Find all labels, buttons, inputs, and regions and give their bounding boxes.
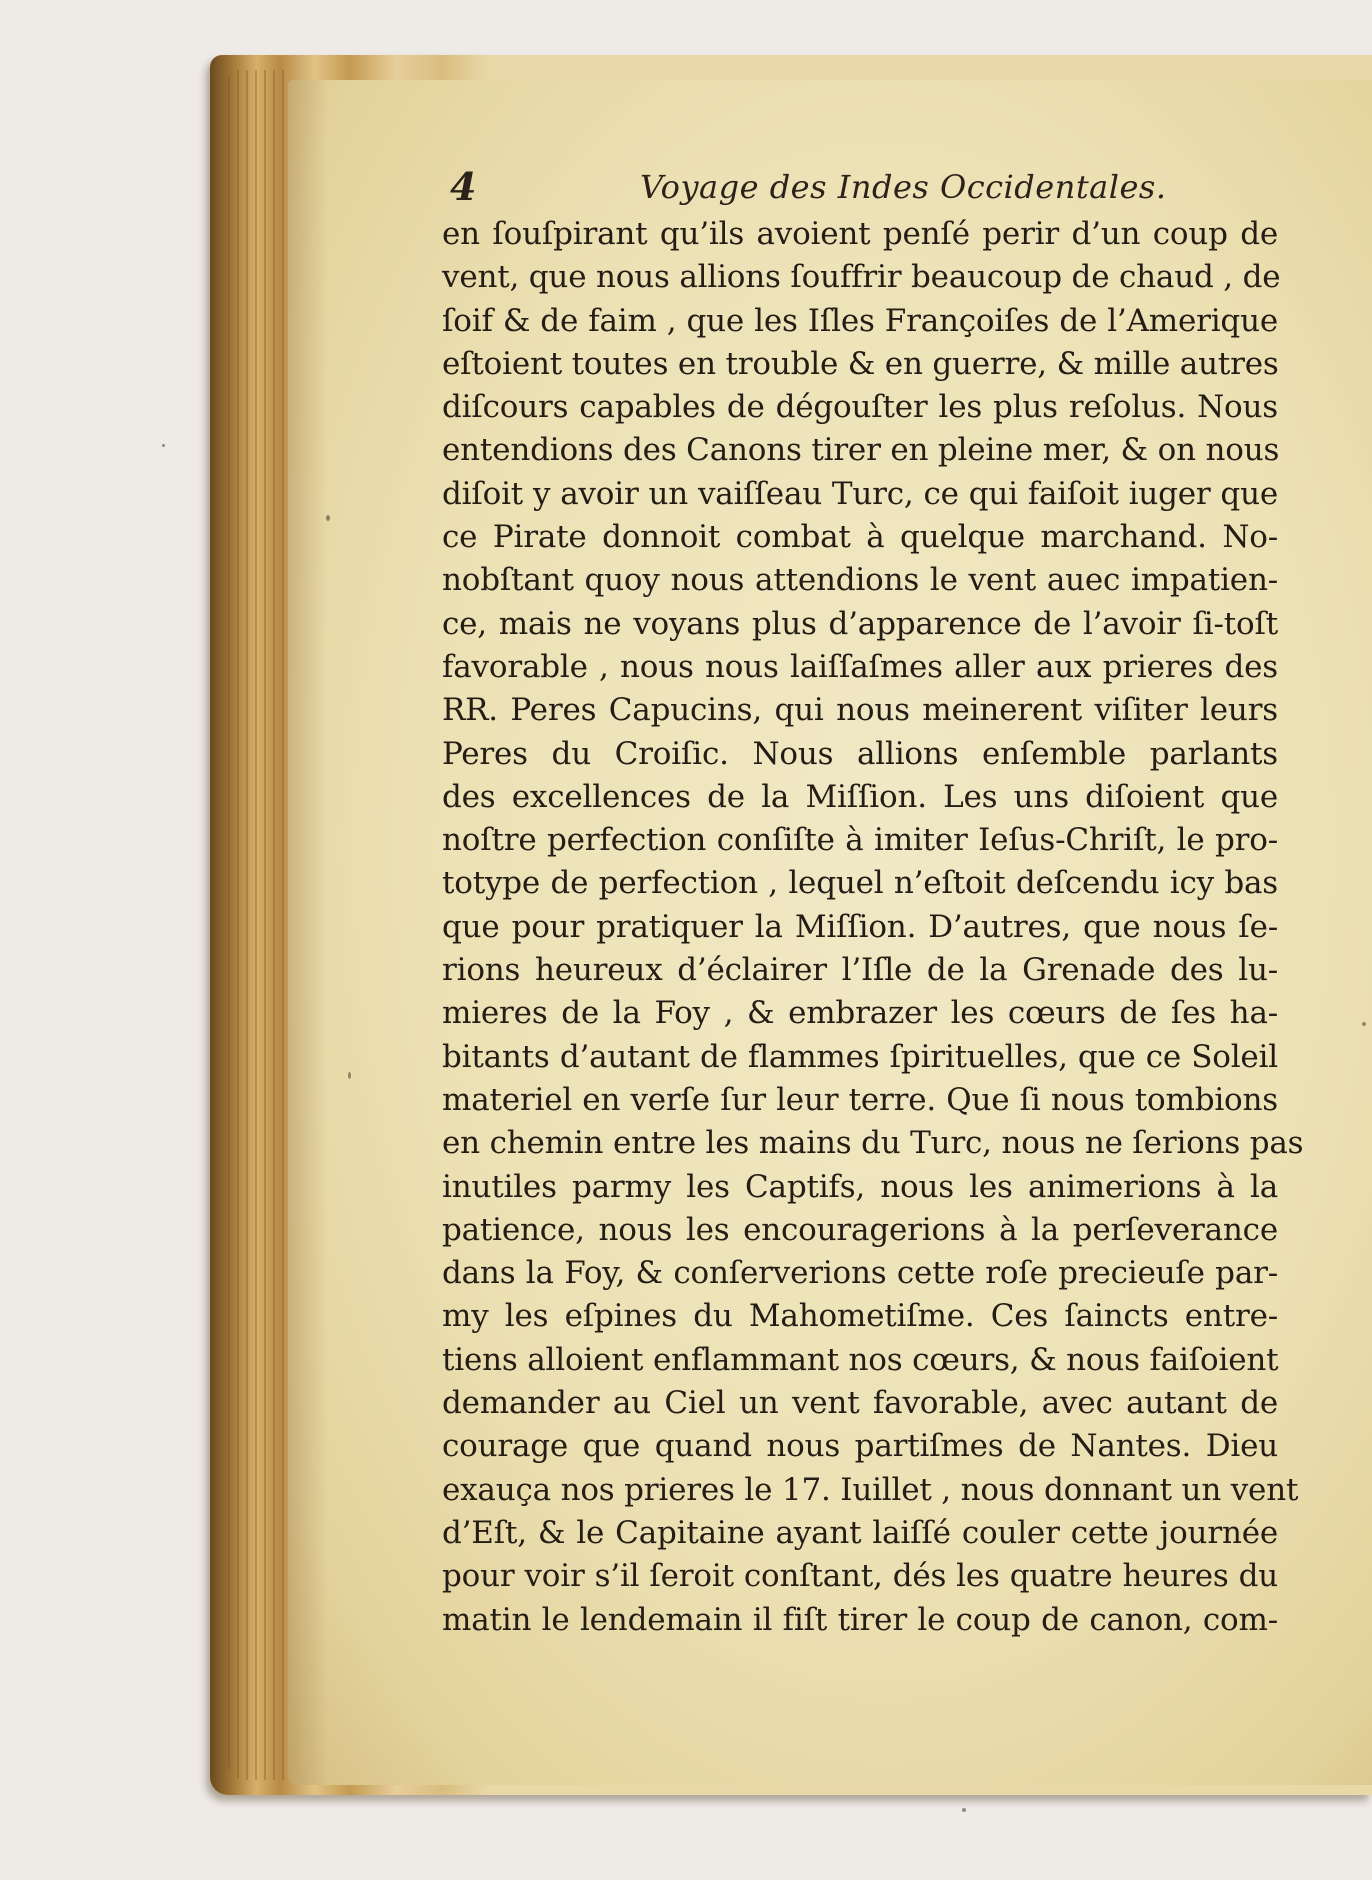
text-line: que pour pratiquer la Miſſion. D’autres, que nous ſe- [442, 908, 1278, 945]
text-line: my les eſpines du Mahometiſme. Ces ſaincts entre- [442, 1298, 1278, 1335]
ink-speck [326, 515, 330, 521]
text-line: pour voir s’il ſeroit conſtant, dés les quatre heures du [442, 1558, 1278, 1595]
text-line: exauça nos prieres le 17. Iuillet , nous donnant un vent [442, 1471, 1299, 1508]
text-line: bitants d’autant de flammes ſpirituelles, que ce Soleil [442, 1038, 1278, 1075]
ink-speck [962, 1808, 966, 1812]
text-line: dans la Foy, & conſerverions cette roſe precieuſe par- [442, 1255, 1278, 1292]
text-line: vent, que nous allions ſouffrir beaucoup de chaud , de [442, 259, 1281, 296]
text-line: demander au Ciel un vent favorable, avec autant de [442, 1385, 1278, 1422]
text-line: entendions des Canons tirer en pleine mer, & on nous [442, 432, 1280, 469]
text-line: des excellences de la Miſſion. Les uns diſoient que [442, 778, 1278, 815]
text-line: inutiles parmy les Captifs, nous les animerions à la [442, 1168, 1278, 1205]
text-line: nobſtant quoy nous attendions le vent auec impatien- [442, 562, 1278, 599]
text-line: en chemin entre les mains du Turc, nous ne ſerions pas [442, 1125, 1304, 1162]
text-line: mieres de la Foy , & embrazer les cœurs de ſes ha- [442, 995, 1278, 1032]
text-line: d’Eſt, & le Capitaine ayant laiſſé couler cette journée [442, 1514, 1278, 1551]
text-line: tiens alloient enflammant nos cœurs, & nous faiſoient [442, 1341, 1279, 1378]
text-line: matin le lendemain il fiſt tirer le coup de canon, com- [442, 1601, 1278, 1638]
body-text [442, 213, 1304, 1642]
page-number: 4 [450, 164, 477, 209]
text-line: eſtoient toutes en trouble & en guerre, & mille autres [442, 345, 1279, 382]
text-line: materiel en verſe ſur leur terre. Que ſi nous tombions [442, 1081, 1278, 1118]
text-line: ce, mais ne voyans plus d’apparence de l’avoir ſi-toſt [442, 605, 1278, 642]
text-line: courage que quand nous partiſmes de Nantes. Dieu [442, 1428, 1278, 1465]
page-edges [228, 70, 288, 1780]
text-line: en ſouſpirant qu’ils avoient penſé perir d’un coup de [442, 216, 1278, 252]
text-line: diſcours capables de dégouſter les plus reſolus. Nous [442, 389, 1278, 426]
text-line: diſoit y avoir un vaiſſeau Turc, ce qui faiſoit iuger que [442, 475, 1278, 512]
text-line: totype de perfection , lequel n’eſtoit deſcendu icy bas [442, 865, 1278, 902]
text-line: Peres du Croiſic. Nous allions enſemble parlants [442, 735, 1278, 772]
text-line: patience, nous les encouragerions à la perſeverance [442, 1211, 1278, 1248]
running-title: Voyage des Indes Occidentales. [640, 168, 1167, 206]
page-header [445, 163, 1345, 211]
text-line: ce Pirate donnoit combat à quelque marchand. No- [442, 519, 1278, 556]
ink-speck [162, 444, 165, 447]
text-line: noſtre perfection conſiſte à imiter Ieſus-Chriſt, le pro- [442, 822, 1278, 859]
text-line: favorable , nous nous laiſſaſmes aller aux prieres des [442, 648, 1278, 685]
text-line: RR. Peres Capucins, qui nous meinerent viſiter leurs [442, 692, 1278, 729]
text-line: ſoif & de faim , que les Iſles Françoiſes de l’Amerique [442, 302, 1278, 339]
ink-speck [348, 1072, 351, 1079]
ink-speck [1362, 1022, 1366, 1026]
text-line: rions heureux d’éclairer l’Iſle de la Grenade des lu- [442, 952, 1278, 989]
